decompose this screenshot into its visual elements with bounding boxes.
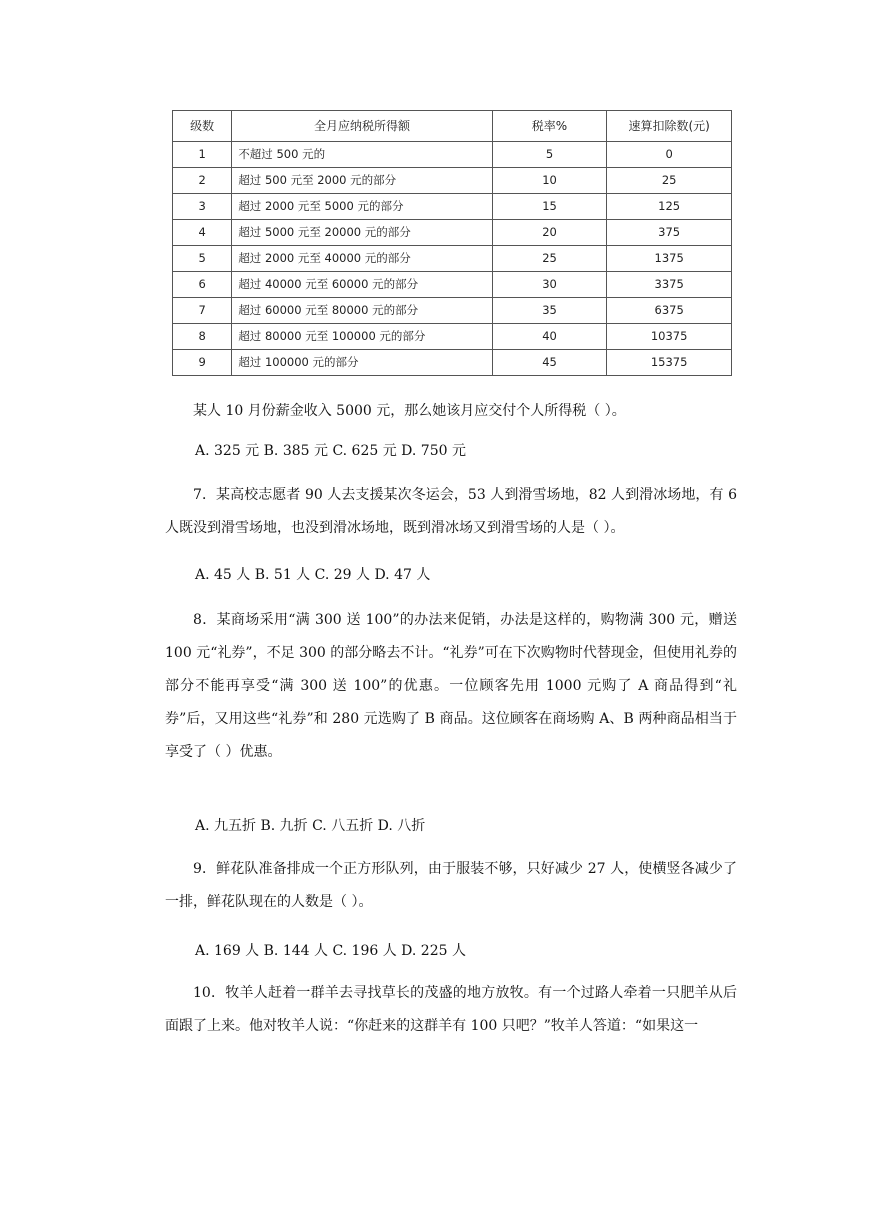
table-row bbox=[173, 142, 732, 168]
question-8-text: 8．某商场采用“满 300 送 100”的办法来促销，办法是这样的，购物满 300 元，赠送 100 元“礼券”，不足 300 的部分略去不计。“礼券”可在下次购物时代替现金，但使用礼券的部分不能再享受“满 300 送 100”的优惠。一位顾客先用 1000 元购了 A 商品得到“礼券”后，又用这些“礼券”和 280 元选购了 B 商品。这位顾客在商场购 A、B 两种商品相当于享受了（ ）优惠。 bbox=[165, 612, 737, 760]
cell-level: 1 bbox=[173, 142, 232, 168]
cell-rate: 10 bbox=[492, 168, 607, 194]
tax-rate-table bbox=[172, 110, 732, 376]
cell-deduction: 0 bbox=[607, 142, 732, 168]
header-income: 全月应纳税所得额 bbox=[232, 111, 492, 142]
cell-deduction: 10375 bbox=[607, 324, 732, 350]
cell-deduction: 375 bbox=[607, 220, 732, 246]
cell-rate: 30 bbox=[492, 272, 607, 298]
cell-rate: 35 bbox=[492, 298, 607, 324]
table-row bbox=[173, 194, 732, 220]
cell-deduction: 3375 bbox=[607, 272, 732, 298]
cell-income: 超过 2000 元至 5000 元的部分 bbox=[232, 194, 492, 220]
header-deduction: 速算扣除数(元) bbox=[607, 111, 732, 142]
cell-income: 超过 500 元至 2000 元的部分 bbox=[232, 168, 492, 194]
cell-level: 7 bbox=[173, 298, 232, 324]
table-row bbox=[173, 220, 732, 246]
cell-rate: 15 bbox=[492, 194, 607, 220]
table-row bbox=[173, 324, 732, 350]
table-row bbox=[173, 350, 732, 376]
header-rate: 税率% bbox=[492, 111, 607, 142]
cell-level: 8 bbox=[173, 324, 232, 350]
cell-rate: 45 bbox=[492, 350, 607, 376]
cell-level: 6 bbox=[173, 272, 232, 298]
question-7-options: A. 45 人 B. 51 人 C. 29 人 D. 47 人 bbox=[195, 567, 431, 583]
table-header-row bbox=[173, 111, 732, 142]
question-9-text: 9．鲜花队准备排成一个正方形队列，由于服装不够，只好减少 27 人，使横竖各减少了一排，鲜花队现在的人数是（ ）。 bbox=[165, 861, 737, 910]
cell-level: 9 bbox=[173, 350, 232, 376]
table-row bbox=[173, 168, 732, 194]
question-10-text: 10．牧羊人赶着一群羊去寻找草长的茂盛的地方放牧。有一个过路人牵着一只肥羊从后面跟了上来。他对牧羊人说：“你赶来的这群羊有 100 只吧？”牧羊人答道：“如果这一 bbox=[165, 985, 737, 1034]
cell-rate: 25 bbox=[492, 246, 607, 272]
cell-income: 超过 80000 元至 100000 元的部分 bbox=[232, 324, 492, 350]
cell-income: 超过 100000 元的部分 bbox=[232, 350, 492, 376]
header-level: 级数 bbox=[173, 111, 232, 142]
question-8-options: A. 九五折 B. 九折 C. 八五折 D. 八折 bbox=[195, 818, 426, 834]
cell-deduction: 25 bbox=[607, 168, 732, 194]
cell-income: 超过 40000 元至 60000 元的部分 bbox=[232, 272, 492, 298]
table-row bbox=[173, 246, 732, 272]
cell-deduction: 1375 bbox=[607, 246, 732, 272]
table-row bbox=[173, 298, 732, 324]
cell-level: 4 bbox=[173, 220, 232, 246]
question-6-options: A. 325 元 B. 385 元 C. 625 元 D. 750 元 bbox=[195, 443, 466, 459]
cell-deduction: 15375 bbox=[607, 350, 732, 376]
cell-deduction: 6375 bbox=[607, 298, 732, 324]
question-7-text: 7．某高校志愿者 90 人去支援某次冬运会，53 人到滑雪场地，82 人到滑冰场地，有 6 人既没到滑雪场地，也没到滑冰场地，既到滑冰场又到滑雪场的人是（ ）。 bbox=[165, 487, 737, 536]
cell-income: 超过 2000 元至 40000 元的部分 bbox=[232, 246, 492, 272]
table-row bbox=[173, 272, 732, 298]
cell-rate: 20 bbox=[492, 220, 607, 246]
cell-level: 2 bbox=[173, 168, 232, 194]
cell-income: 超过 5000 元至 20000 元的部分 bbox=[232, 220, 492, 246]
cell-income: 超过 60000 元至 80000 元的部分 bbox=[232, 298, 492, 324]
cell-level: 5 bbox=[173, 246, 232, 272]
question-6-text: 某人 10 月份薪金收入 5000 元，那么她该月应交付个人所得税（ ）。 bbox=[193, 403, 626, 419]
cell-income: 不超过 500 元的 bbox=[232, 142, 492, 168]
cell-rate: 40 bbox=[492, 324, 607, 350]
cell-rate: 5 bbox=[492, 142, 607, 168]
cell-level: 3 bbox=[173, 194, 232, 220]
cell-deduction: 125 bbox=[607, 194, 732, 220]
question-9-options: A. 169 人 B. 144 人 C. 196 人 D. 225 人 bbox=[195, 943, 466, 959]
